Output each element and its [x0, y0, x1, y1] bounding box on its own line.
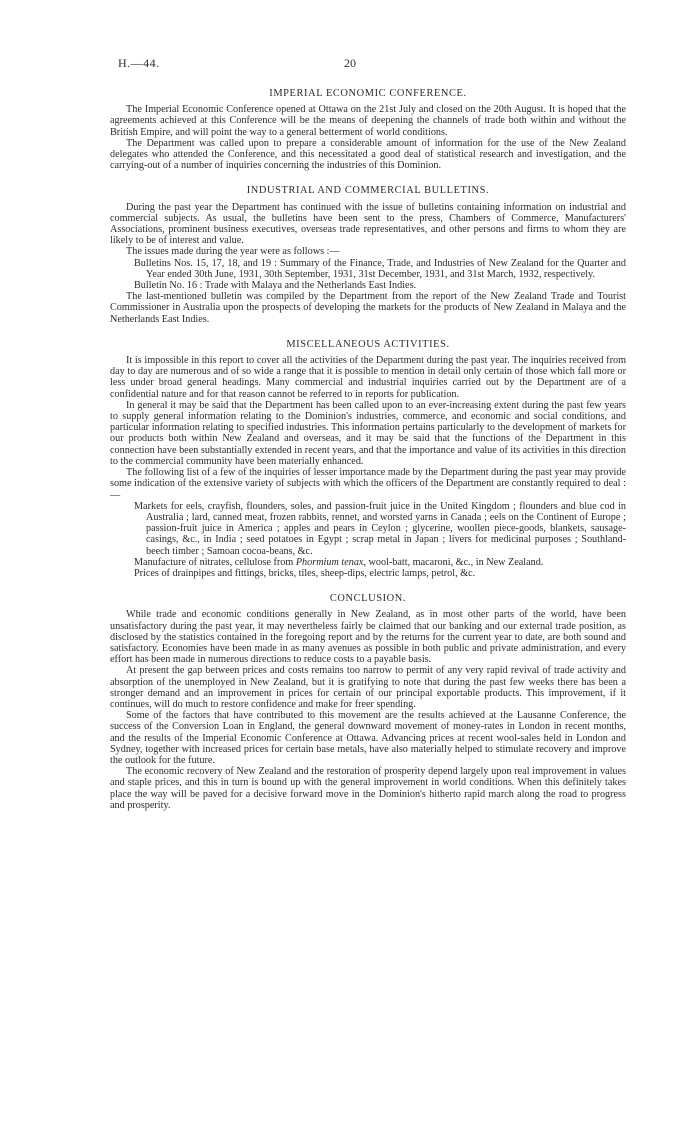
section-miscellaneous-activities — [110, 339, 626, 579]
paragraph: At present the gap between prices and costs remains too narrow to permit of any very rapid revival of trade activity and absorption of the unemployed in New Zealand, but it is gratifying to note that during the past few weeks there has been a stronger demand and an improvement in prices for certain of our principal exportable products. This improvement, if it continues, will do much to restore confidence and make for freer spending. — [110, 665, 626, 710]
section-imperial-economic-conference — [110, 88, 626, 171]
document-reference: H.—44. — [118, 56, 160, 70]
section-industrial-commercial-bulletins — [110, 185, 626, 324]
paragraph: The Imperial Economic Conference opened at Ottawa on the 21st July and closed on the 20th August. It is hoped that the agreements achieved at this Conference will be the means of deepening the channels of trade both within and without the British Empire, and will point the way to a general betterment of world conditions. — [110, 104, 626, 138]
manufacture-text-italic: Phormium tenax — [295, 556, 364, 568]
section-heading: MISCELLANEOUS ACTIVITIES. — [286, 338, 450, 350]
page-number: 20 — [344, 56, 356, 70]
paragraph: The Department was called upon to prepare a considerable amount of information for the use of the New Zealand delegates who attended the Conference, and this necessitated a good deal of statistical research and investigation, and the carrying-out of a number of inquiries concerning the industries of this Dominion. — [110, 137, 626, 172]
list-item: Markets for eels, crayfish, flounders, soles, and passion-fruit juice in the United Kingdom ; flounders and blue cod in Australia ; lard, canned meat, frozen rabbits, rennet, and worsted yarns in Canada ; eels on the Continent of Europe ; passion-fruit juice in America ; apples and pears in Ceylon ; glycerine, woollen piece-goods, blankets, sausage-casings, &c., in India ; seed potatoes in Egypt ; scrap metal in Japan ; livers for medicinal purposes ; Southland-beech timber ; Samoan cocoa-beans, &c. — [134, 500, 626, 557]
section-heading: IMPERIAL ECONOMIC CONFERENCE. — [269, 88, 467, 99]
paragraph: The following list of a few of the inquiries of lesser importance made by the Department during the past year may provide some indication of the extensive variety of subjects with which the officers of the Department are constantly required to deal :— — [110, 467, 626, 501]
paragraph: Some of the factors that have contributed to this movement are the results achieved at the Lausanne Conference, the success of the Conversion Loan in England, the general downward movement of money-rates in London in recent months, and the results of the Imperial Economic Conference at Ottawa. Advancing prices at recent wool-sales held in London and Sydney, together with increased prices for certain base metals, have also materially helped to stimulate recovery and improve the outlook for the future. — [110, 710, 626, 766]
list-item: Bulletin No. 16 : Trade with Malaya and the Netherlands East Indies. — [134, 280, 417, 292]
list-item: Bulletins Nos. 15, 17, 18, and 19 : Summary of the Finance, Trade, and Industries of New Zealand for the Quarter and Year ended 30th June, 1931, 30th September, 1931, 31st December, 1931, and 31st March, 1932, respectively. — [134, 257, 626, 280]
manufacture-text-before: Manufacture of nitrates, cellulose from — [134, 556, 296, 568]
paragraph: It is impossible in this report to cover all the activities of the Department during the past year. The inquiries received from day to day are numerous and of so wide a range that it is possible to mention in detail only certain of those which fall more or less under broad general headings. Many commercial and industrial inquiries carried out by the Department are of a confidential nature and for that reason cannot be referred to in reports for publication. — [110, 355, 626, 400]
paragraph: The issues made during the year were as follows :— — [126, 246, 340, 258]
section-heading: CONCLUSION. — [329, 593, 407, 605]
paragraph: While trade and economic conditions generally in New Zealand, as in most other parts of the world, have been unsatisfactory during the past year, it may nevertheless fairly be claimed that our banking and our external trade position, as disclosed by the statistics contained in the foregoing report and by the returns for the current year to date, are both sound and satisfactory. Economies have been made in as many avenues as possible in both public and private administration, and every effort has been made in numerous directions to reduce costs to a payable basis. — [110, 609, 626, 666]
inquiry-list — [110, 501, 626, 579]
list-item: Prices of drainpipes and fittings, bricks, tiles, sheep-dips, electric lamps, petrol, &c. — [134, 567, 476, 579]
bulletin-list — [110, 258, 626, 292]
paragraph: During the past year the Department has continued with the issue of bulletins containing information on industrial and commercial subjects. As usual, the bulletins have been sent to the press, Chambers of Commerce, Manufacturers' Associations, prominent business executives, overseas trade representatives, and other persons and firms to whom they are likely to be of interest and value. — [110, 201, 626, 247]
section-conclusion — [110, 593, 626, 811]
paragraph: The last-mentioned bulletin was compiled by the Department from the report of the New Zealand Trade and Tourist Commissioner in Australia upon the prospects of developing the markets for the products of New Zealand in Malaya and the Netherlands East Indies. — [110, 291, 626, 325]
manufacture-text-after: , wool-batt, macaroni, &c., in New Zealand. — [363, 556, 544, 568]
section-heading: INDUSTRIAL AND COMMERCIAL BULLETINS. — [246, 185, 490, 197]
paragraph: The economic recovery of New Zealand and the restoration of prosperity depend largely upon real improvement in values and staple prices, and this in turn is bound up with the general improvement in world conditions. When this definitely takes place the way will be paved for a decisive forward move in the Dominion's hitherto rapid march along the road to progress and prosperity. — [110, 766, 626, 811]
list-item — [110, 557, 626, 568]
paragraph: In general it may be said that the Department has been called upon to an ever-increasing extent during the past few years to supply general information relating to the Dominion's industries, commerce, and economic and social conditions, and particular information relating to specified industries. This information pertains particularly to the development of markets for our products both within New Zealand and overseas, and it may be said that the functions of the Department in this connection have been substantially extended in recent years, and that the importance and value of its activities in this direction to the commercial community have been materially enhanced. — [110, 399, 626, 467]
